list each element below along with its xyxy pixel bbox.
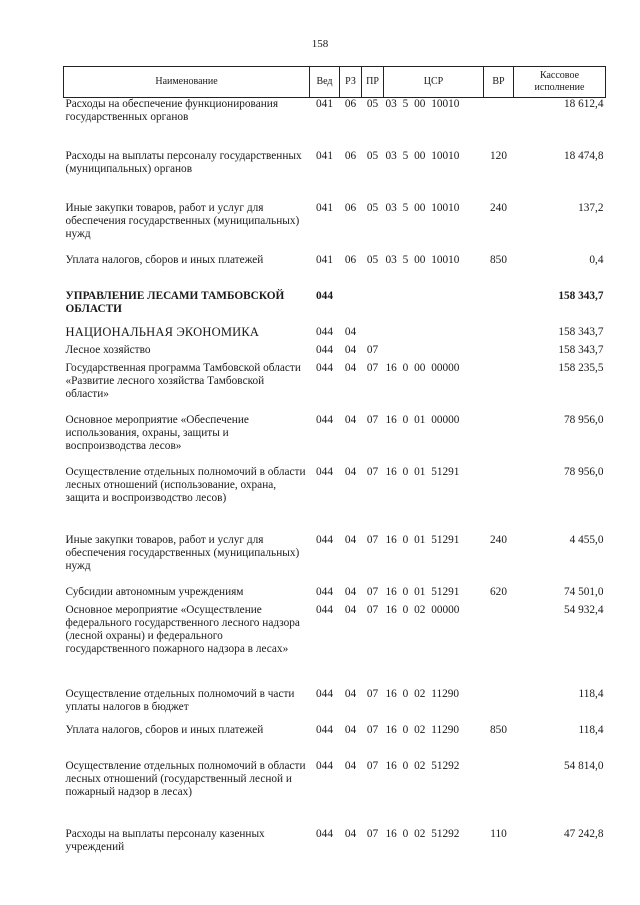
row-vr: [484, 326, 514, 344]
header-rz: РЗ: [340, 67, 362, 98]
row-name: Осуществление отдельных полномочий в части уплаты налогов в бюджет: [65, 687, 295, 713]
row-pr: 07: [366, 759, 379, 772]
row-csr: 03 5 00 10010: [385, 98, 460, 110]
row-rz: 06: [344, 253, 357, 266]
table-body: [64, 98, 606, 868]
row-csr: 16 0 02 51292: [385, 827, 460, 840]
row-ved: 044: [316, 585, 333, 598]
table-row: [64, 326, 606, 344]
row-amount: 118,4: [578, 687, 604, 700]
row-amount: 4 455,0: [569, 533, 604, 546]
row-ved: 044: [316, 465, 333, 478]
row-pr: 07: [366, 465, 379, 478]
row-rz: 06: [344, 149, 357, 162]
table-row: [64, 254, 606, 290]
row-vr: [484, 414, 514, 466]
row-csr: [384, 344, 484, 362]
row-rz: 04: [344, 325, 357, 338]
row-amount: 0,4: [589, 253, 604, 266]
row-vr: 120: [490, 149, 507, 162]
row-pr: 07: [366, 413, 379, 426]
row-pr: 07: [366, 687, 379, 700]
row-rz: 04: [344, 585, 357, 598]
row-ved: 044: [316, 361, 333, 374]
header-name: Наименование: [64, 67, 310, 98]
row-amount: 78 956,0: [563, 465, 604, 478]
row-pr: 05: [366, 98, 379, 110]
row-pr: 05: [366, 201, 379, 214]
row-amount: 158 235,5: [558, 361, 604, 374]
row-rz: 04: [344, 687, 357, 700]
row-vr: [484, 604, 514, 688]
row-csr: 16 0 02 11290: [385, 687, 460, 700]
row-pr: 05: [366, 149, 379, 162]
row-amount: 78 956,0: [563, 413, 604, 426]
row-amount: 158 343,7: [558, 343, 604, 356]
header-ved: Вед: [310, 67, 340, 98]
row-pr: 05: [366, 253, 379, 266]
row-amount: 18 612,4: [563, 98, 604, 110]
table-row: [64, 534, 606, 586]
row-ved: 044: [316, 343, 333, 356]
row-pr: [362, 326, 384, 344]
row-csr: 03 5 00 10010: [385, 253, 460, 266]
table-row: [64, 466, 606, 534]
row-name: НАЦИОНАЛЬНАЯ ЭКОНОМИКА: [65, 324, 260, 339]
row-ved: 044: [316, 533, 333, 546]
table-row: [64, 362, 606, 414]
row-csr: 16 0 01 51291: [385, 585, 460, 598]
row-name: Осуществление отдельных полномочий в области лесных отношений (использование, охрана, защита и воспроизводство лесов): [65, 465, 306, 504]
row-vr: 850: [490, 253, 507, 266]
row-vr: 240: [490, 201, 507, 214]
row-name: Основное мероприятие «Осуществление федерального государственного лесного надзора (лесной охраны) и федерального государственного пожарного надзора в лесах»: [65, 603, 300, 655]
table-row: [64, 290, 606, 326]
row-vr: [484, 344, 514, 362]
row-amount: 54 814,0: [563, 759, 604, 772]
row-vr: [484, 98, 514, 150]
row-name: Иные закупки товаров, работ и услуг для обеспечения государственных (муниципальных) нужд: [65, 201, 300, 240]
table-row: [64, 344, 606, 362]
row-csr: 03 5 00 10010: [385, 149, 460, 162]
row-amount: 54 932,4: [563, 603, 604, 616]
row-ved: 041: [316, 149, 333, 162]
table-row: [64, 688, 606, 724]
row-csr: 16 0 02 11290: [385, 723, 460, 736]
row-name: Осуществление отдельных полномочий в области лесных отношений (государственный лесной и пожарный надзор в лесах): [65, 759, 306, 798]
row-pr: 07: [366, 585, 379, 598]
row-name: Основное мероприятие «Обеспечение использования, охраны, защиты и воспроизводства лесов»: [65, 413, 249, 452]
row-ved: 041: [316, 201, 333, 214]
row-rz: [340, 290, 362, 326]
header-vr: ВР: [484, 67, 514, 98]
header-csr: ЦСР: [384, 67, 484, 98]
row-rz: 04: [344, 603, 357, 616]
header-amount: Кассовое исполнение: [514, 67, 606, 98]
row-vr: 110: [490, 827, 507, 840]
row-vr: [484, 362, 514, 414]
table-row: [64, 604, 606, 688]
row-csr: 16 0 02 00000: [385, 603, 460, 616]
row-ved: 041: [316, 98, 333, 110]
row-name: УПРАВЛЕНИЕ ЛЕСАМИ ТАМБОВСКОЙ ОБЛАСТИ: [65, 289, 285, 315]
row-amount: 118,4: [578, 723, 604, 736]
row-rz: 04: [344, 533, 357, 546]
row-ved: 044: [316, 723, 333, 736]
row-csr: [384, 290, 484, 326]
row-amount: 158 343,7: [558, 289, 604, 302]
table-row: [64, 586, 606, 604]
row-ved: 044: [316, 413, 333, 426]
row-rz: 04: [344, 343, 357, 356]
row-rz: 04: [344, 465, 357, 478]
table-row: [64, 202, 606, 254]
row-amount: 137,2: [578, 201, 604, 214]
table-row: [64, 150, 606, 202]
row-name: Лесное хозяйство: [65, 343, 151, 356]
row-vr: 240: [490, 533, 507, 546]
row-vr: 850: [490, 723, 507, 736]
table-row: [64, 98, 606, 150]
row-vr: [484, 466, 514, 534]
row-pr: 07: [366, 723, 379, 736]
row-name: Уплата налогов, сборов и иных платежей: [65, 723, 264, 736]
row-pr: [362, 290, 384, 326]
page-number: 158: [311, 38, 329, 50]
row-rz: 04: [344, 361, 357, 374]
row-rz: 04: [344, 413, 357, 426]
row-ved: 044: [316, 827, 333, 840]
row-csr: 16 0 01 51291: [385, 465, 460, 478]
row-ved: 044: [316, 687, 333, 700]
row-ved: 044: [316, 603, 333, 616]
row-amount: 47 242,8: [563, 827, 604, 840]
row-csr: 03 5 00 10010: [385, 201, 460, 214]
row-rz: 04: [344, 827, 357, 840]
row-amount: 158 343,7: [558, 325, 604, 338]
row-ved: 044: [316, 289, 333, 302]
row-csr: 16 0 00 00000: [385, 361, 460, 374]
row-pr: 07: [366, 361, 379, 374]
table-row: [64, 724, 606, 760]
row-csr: 16 0 01 00000: [385, 413, 460, 426]
row-name: Государственная программа Тамбовской области «Развитие лесного хозяйства Тамбовской области»: [65, 361, 301, 400]
table-header-row: [64, 67, 606, 98]
row-csr: 16 0 01 51291: [385, 533, 460, 546]
row-csr: [384, 326, 484, 344]
row-name: Субсидии автономным учреждениям: [65, 585, 244, 598]
row-amount: 74 501,0: [563, 585, 604, 598]
row-name: Расходы на выплаты персоналу казенных учреждений: [65, 827, 265, 853]
row-vr: [484, 760, 514, 828]
row-pr: 07: [366, 343, 379, 356]
row-vr: [484, 290, 514, 326]
table-row: [64, 828, 606, 868]
row-ved: 044: [316, 325, 333, 338]
row-name: Иные закупки товаров, работ и услуг для обеспечения государственных (муниципальных) нужд: [65, 533, 300, 572]
row-pr: 07: [366, 533, 379, 546]
row-rz: 04: [344, 723, 357, 736]
row-ved: 041: [316, 253, 333, 266]
row-pr: 07: [366, 603, 379, 616]
row-vr: [484, 688, 514, 724]
table-row: [64, 414, 606, 466]
row-pr: 07: [366, 827, 379, 840]
row-name: Уплата налогов, сборов и иных платежей: [65, 253, 264, 266]
table-row: [64, 760, 606, 828]
row-rz: 06: [344, 201, 357, 214]
row-ved: 044: [316, 759, 333, 772]
row-name: Расходы на обеспечение функционирования государственных органов: [65, 98, 279, 123]
row-amount: 18 474,8: [563, 149, 604, 162]
header-pr: ПР: [362, 67, 384, 98]
row-rz: 06: [344, 98, 357, 110]
row-name: Расходы на выплаты персоналу государственных (муниципальных) органов: [65, 149, 302, 175]
row-rz: 04: [344, 759, 357, 772]
row-csr: 16 0 02 51292: [385, 759, 460, 772]
row-vr: 620: [490, 585, 507, 598]
budget-table: [63, 66, 606, 868]
